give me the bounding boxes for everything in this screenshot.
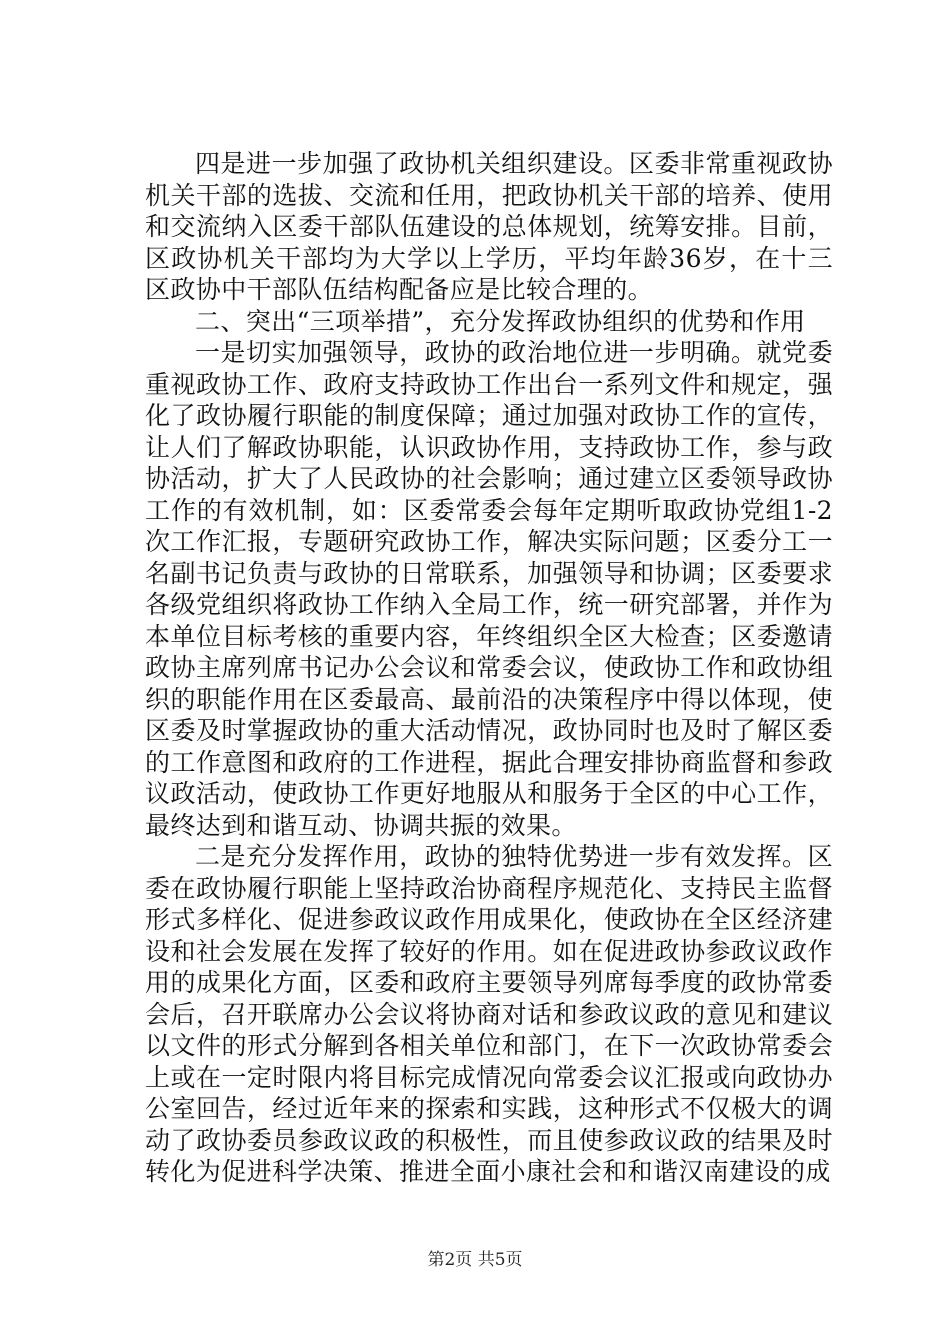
section-heading-three-measures: 二、突出“三项举措”，充分发挥政协组织的优势和作用 [195,306,806,336]
paragraph-strengthen-leadership: 一是切实加强领导，政协的政治地位进一步明确。就党委重视政协工作、政府支持政协工作出台一系列文件和规定，强化了政协履行职能的制度保障；通过加强对政协工作的宣传，让人们了解政协职能，认识政协作用，支持政协工作，参与政协活动，扩大了人民政协的社会影响；通过建立区委领导政协工作的有效机制，如：区委常委会每年定期听取政协党组1-2次工作汇报，专题研究政协工作，解决实际问题；区委分工一名副书记负责与政协的日常联系，加强领导和协调；区委要求各级党组织将政协工作纳入全局工作，统一研究部署，并作为本单位目标考核的重要内容，年终组织全区大检查；区委邀请政协主席列席书记办公会议和常委会议，使政协工作和政协组织的职能作用在区委最高、最前沿的决策程序中得以体现，使区委及时掌握政协的重大活动情况，政协同时也及时了解区委的工作意图和政府的工作进程，据此合理安排协商监督和参政议政活动，使政协工作更好地服从和服务于全区的中心工作，最终达到和谐互动、协调共振的效果。 [145,338,833,840]
document-body [145,148,833,1188]
paragraph-organization-building: 四是进一步加强了政协机关组织建设。区委非常重视政协机关干部的选拔、交流和任用，把政协机关干部的培养、使用和交流纳入区委干部队伍建设的总体规划，统筹安排。目前，区政协机关干部均为大学以上学历，平均年龄36岁，在十三区政协中干部队伍结构配备应是比较合理的。 [145,149,833,304]
paragraph-play-role: 二是充分发挥作用，政协的独特优势进一步有效发挥。区委在政协履行职能上坚持政治协商程序规范化、支持民主监督形式多样化、促进参政议政作用成果化，使政协在全区经济建设和社会发展在发挥了较好的作用。如在促进政协参政议政作用的成果化方面，区委和政府主要领导列席每季度的政协常委会后，召开联席办公会议将协商对话和参政议政的意见和建议以文件的形式分解到各相关单位和部门，在下一次政协常委会上或在一定时限内将目标完成情况向常委会议汇报或向政协办公室回告，经过近年来的探索和实践，这种形式不仅极大的调动了政协委员参政议政的积极性，而且使参政议政的结果及时转化为促进科学决策、推进全面小康社会和和谐汉南建设的成 [145,842,833,1186]
page-number: 第2页 共5页 [427,1250,523,1270]
